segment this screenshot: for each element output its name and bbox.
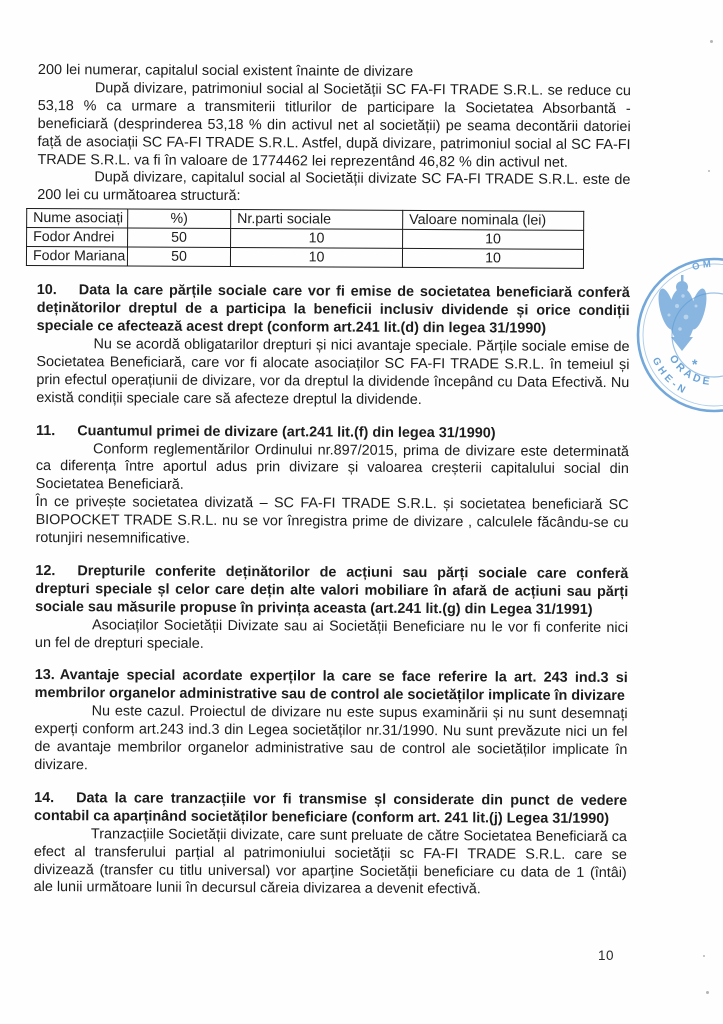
cell-procent: 50 bbox=[127, 247, 230, 267]
section-12-number: 12. bbox=[35, 562, 56, 580]
page-number: 10 bbox=[598, 948, 615, 963]
section-11-body-1: Conform reglementărilor Ordinului nr.897/2015, prima de divizare este determinată ca diferența între aportul adus prin divizare și valoarea creșterii capitalului social din Societatea Beneficiară. bbox=[35, 440, 630, 494]
section-14-title: Data la care tranzacțiile vor fi transmise șl considerate din punct de vedere contabil ca aparținând societăților beneficiare (conform art. 241 lit.(j) Legea 31/1990) bbox=[34, 790, 628, 827]
section-12-heading bbox=[35, 563, 628, 620]
section-14-body: Tranzacțiile Societății divizate, care sunt preluate de către Societatea Beneficiară ca efect al transferului parțial al patrimoniului societății sc FA-FI TRADE S.R.L. care se divizează (transfer cu titlu universal) vor aparține Societății beneficiare cu data de 1 (întâi) ale lunii următoare lunii în decursul căreia divizarea a devenit efectivă. bbox=[33, 826, 627, 898]
scan-speck bbox=[706, 991, 709, 994]
cell-nume: Fodor Andrei bbox=[27, 228, 128, 248]
section-13-title: Avantaje special acordate experților la care se face referire la art. 243 ind.3 si membrilor organelor administrative sau de control ale societăților implicate în divizare bbox=[34, 667, 628, 705]
section-11-heading bbox=[36, 423, 629, 444]
section-14-number: 14. bbox=[34, 789, 55, 807]
col-header-procent: %) bbox=[128, 209, 231, 229]
scan-speck bbox=[708, 170, 710, 172]
notary-round-stamp bbox=[622, 251, 723, 420]
cell-valoare: 10 bbox=[403, 230, 584, 250]
section-10-body: Nu se acordă obligatarilor drepturi și nici avantaje speciale. Părțile sociale emise de Societatea Beneficiară, care vor fi alocate asociaților SC FA-FI TRADE S.R.L. în temeiul și prin efectul operațiunii de divizare, vor da dreptul la dividende începând cu Data Efectivă. Nu există condiții speciale care să afecteze dreptul la dividende. bbox=[36, 336, 630, 408]
section-13-heading bbox=[35, 667, 628, 706]
cell-valoare: 10 bbox=[402, 249, 583, 269]
cell-parti: 10 bbox=[231, 229, 403, 249]
section-10-number: 10. bbox=[36, 282, 57, 299]
cell-parti: 10 bbox=[230, 248, 402, 268]
scan-speck bbox=[703, 955, 705, 957]
stamp-top-arc-text: OM bbox=[691, 258, 715, 274]
stamp-inner-arc-text: ORADE bbox=[666, 352, 714, 389]
section-13-body: Nu este cazul. Proiectul de divizare nu este supus examinării și nu sunt desemnați experți conform art.243 ind.3 din Legea societăților nr.31/1990. Nu sunt prevăzute nici un fel de avantaje membrilor organelor administrative sau de control ale societăților implicate în divizare. bbox=[34, 703, 628, 774]
section-10-title: Data la care părțile sociale care vor fi emise de societatea beneficiară conferă deținătorilor dreptul de a participa la beneficii inclusiv dividende și orice condiții speciale ce afectează acest drept (conform art.241 lit.(d) din legea 31/1990) bbox=[36, 282, 630, 337]
stamp-outer-arc-text: GHE-N bbox=[649, 355, 690, 398]
cell-nume: Fodor Mariana bbox=[26, 247, 127, 267]
col-header-parti: Nr.parti sociale bbox=[231, 210, 403, 230]
col-header-valoare: Valoare nominala (lei) bbox=[403, 211, 584, 231]
document-body bbox=[34, 62, 631, 900]
scan-speck bbox=[710, 40, 713, 43]
table-row bbox=[26, 247, 583, 269]
paragraph-patrimoniu: După divizare, patrimoniul social al Societății SC FA-FI TRADE S.R.L. se reduce cu 53,18 % ca urmare a transmiterii titlurilor de participare la Societatea Absorbantă - beneficiară (desprinderea 53,18 % din activul net al societății) pe seama decontării datoriei față de asociații SC FA-FI TRADE S.R.L. Astfel, după divizare, patrimoniul social al SC FA-FI TRADE S.R.L. va fi în valoare de 1774462 lei reprezentând 46,82 % din activul net. bbox=[37, 80, 631, 171]
section-12-body: Asociaților Societății Divizate sau ai Societății Beneficiare nu le vor fi conferite nici un fel de drepturi speciale. bbox=[34, 616, 629, 652]
eagle-emblem-icon bbox=[655, 275, 710, 351]
cell-procent: 50 bbox=[128, 228, 231, 248]
section-11-number: 11. bbox=[36, 422, 56, 439]
section-10-heading bbox=[37, 282, 630, 339]
section-13-number: 13. bbox=[34, 667, 55, 684]
section-11-title: Cuantumul primei de divizare (art.241 lit.(f) din legea 31/1990) bbox=[77, 422, 496, 441]
section-11-body-2: În ce privește societatea divizată – SC FA-FI TRADE S.R.L. și societatea beneficiară SC BIOPOCKET TRADE S.R.L. nu se vor înregistra prime de divizare , calculele făcându-se cu rotunjiri nesemnificative. bbox=[35, 494, 629, 547]
intro-line: 200 lei numerar, capitalul social existent înainte de divizare bbox=[37, 62, 414, 80]
stamp-star: * bbox=[692, 356, 698, 372]
section-14-heading bbox=[34, 790, 627, 829]
col-header-nume: Nume asociați bbox=[27, 209, 128, 229]
associates-share-table bbox=[26, 208, 584, 269]
paragraph-capital: După divizare, capitalul social al Societății divizate SC FA-FI TRADE S.R.L. este de 200 lei cu următoarea structură: bbox=[37, 169, 631, 205]
section-12-title: Drepturile conferite deținătorilor de acțiuni sau părți sociale care conferă drepturi speciale șl celor care dețin alte valori mobiliare în afară de acțiuni sau părți sociale sau măsurile propuse în privința aceasta (art.241 lit.(g) din Legea 31/1991) bbox=[35, 563, 629, 618]
